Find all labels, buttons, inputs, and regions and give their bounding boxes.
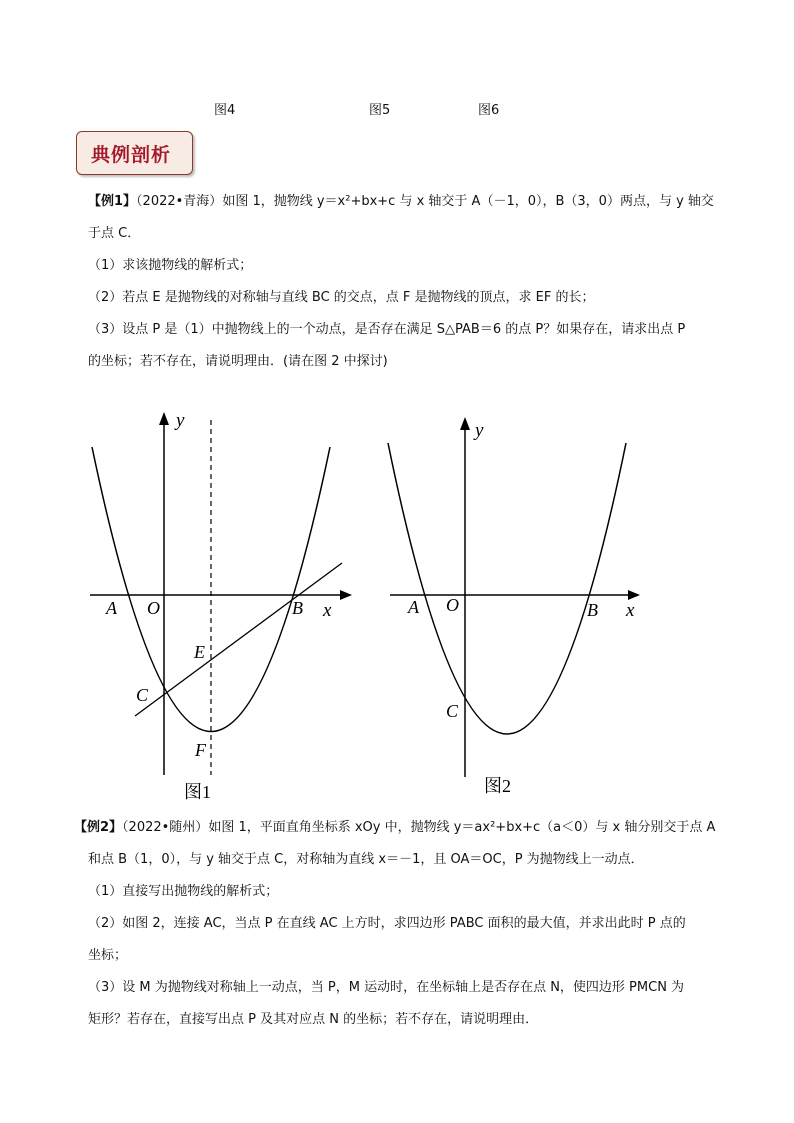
example1-tag: 【例1】 <box>88 194 137 209</box>
label-x: x <box>323 600 332 621</box>
figure-caption-5: 图5 <box>369 103 391 118</box>
label-b: B <box>587 600 598 620</box>
section-title: 典例剖析 <box>91 144 172 166</box>
label-y: y <box>176 410 185 431</box>
label-x: x <box>626 600 635 621</box>
section-header <box>76 131 193 175</box>
example2-source: （2022•随州） <box>122 820 209 835</box>
figure-1-caption: 图1 <box>184 782 211 802</box>
example2-text1: 如图 1，平面直角坐标系 xOy 中，抛物线 y＝ax²+bx+c（a＜0）与 x 轴分别交于点 A <box>208 820 716 835</box>
example1-question2: （2）若点 E 是抛物线的对称轴与直线 BC 的交点，点 F 是抛物线的顶点，求 EF 的长； <box>88 290 595 305</box>
label-f: F <box>195 740 206 760</box>
example2-question1: （1）直接写出抛物线的解析式； <box>88 884 279 899</box>
example1-question3-a: （3）设点 P 是（1）中抛物线上的一个动点，是否存在满足 S△PAB＝6 的点 P？如果存在，请求出点 P <box>88 322 686 337</box>
example2-question2-b: 坐标； <box>88 948 128 963</box>
line-bc <box>135 563 342 716</box>
figure-caption-6: 图6 <box>478 103 500 118</box>
example1-source: （2022•青海） <box>136 194 223 209</box>
label-a: A <box>408 597 419 617</box>
figure-caption-4: 图4 <box>214 103 236 118</box>
example2-question3-a: （3）设 M 为抛物线对称轴上一动点，当 P，M 运动时，在坐标轴上是否存在点 N，使四边形 PMCN 为 <box>88 980 685 995</box>
example2-question2-a: （2）如图 2，连接 AC，当点 P 在直线 AC 上方时，求四边形 PABC 面积的最大值，并求出此时 P 点的 <box>88 916 686 931</box>
example1-question3-b: 的坐标；若不存在，请说明理由．(请在图 2 中探讨) <box>88 354 388 369</box>
example1-line1 <box>88 190 714 209</box>
parabola <box>92 447 330 732</box>
example1-text1: 如图 1，抛物线 y＝x²+bx+c 与 x 轴交于 A（－1，0），B（3，0）两点，与 y 轴交 <box>222 194 714 209</box>
label-c: C <box>136 685 149 705</box>
example2-line2: 和点 B（1，0），与 y 轴交于点 C，对称轴为直线 x＝－1，且 OA＝OC，P 为抛物线上一动点． <box>88 852 644 867</box>
figure-1 <box>80 400 370 810</box>
example1-question1: （1）求该抛物线的解析式； <box>88 258 253 273</box>
example1-line2: 于点 C． <box>88 226 141 241</box>
label-a: A <box>106 598 117 618</box>
x-axis-arrow-icon <box>340 590 352 600</box>
example2-question3-b: 矩形？若存在，直接写出点 P 及其对应点 N 的坐标；若不存在，请说明理由． <box>88 1012 539 1027</box>
parabola <box>388 443 626 734</box>
figure-2 <box>380 405 660 810</box>
label-e: E <box>194 642 205 662</box>
label-b: B <box>292 598 303 618</box>
label-y: y <box>475 420 484 441</box>
example2-line1 <box>74 816 715 835</box>
y-axis-arrow-icon <box>460 417 470 430</box>
figure-2-caption: 图2 <box>484 776 511 796</box>
example2-tag: 【例2】 <box>74 820 123 835</box>
label-o: O <box>446 595 459 615</box>
y-axis-arrow-icon <box>159 412 169 425</box>
x-axis-arrow-icon <box>628 590 640 600</box>
label-o: O <box>147 598 160 618</box>
label-c: C <box>446 701 459 721</box>
